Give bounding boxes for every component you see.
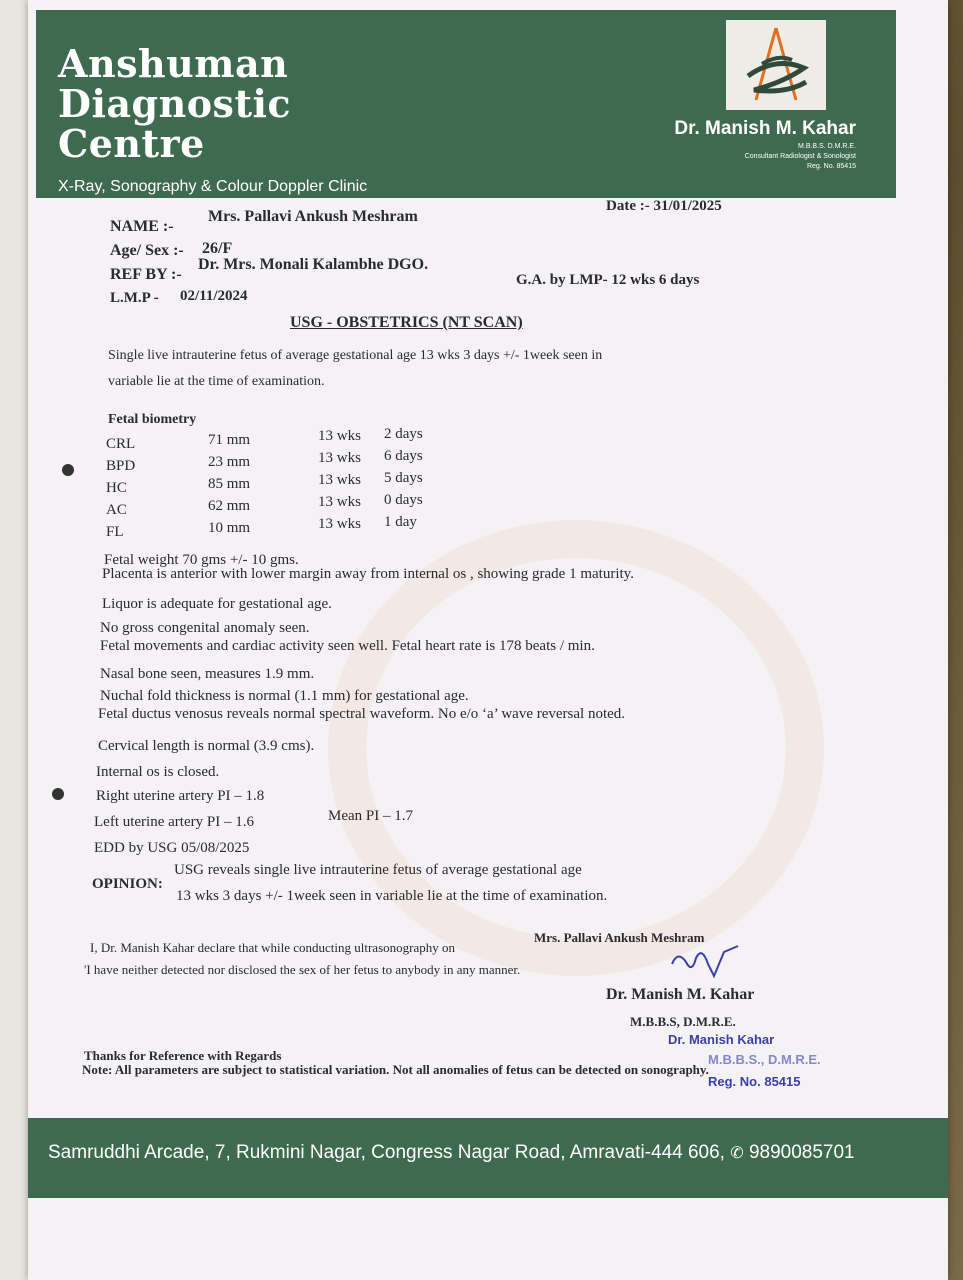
biometry-param: HC	[106, 480, 127, 496]
finding-line: Nuchal fold thickness is normal (1.1 mm) for gestational age.	[100, 688, 469, 704]
biometry-heading: Fetal biometry	[108, 412, 197, 427]
finding-line: Internal os is closed.	[96, 764, 220, 780]
biometry-weeks: 13 wks	[318, 472, 361, 488]
opinion-line-1: USG reveals single live intrauterine fetus of average gestational age	[174, 862, 582, 878]
clinic-phone: 9890085701	[748, 1142, 855, 1163]
lmp-value: 02/11/2024	[180, 288, 248, 304]
declaration-patient-name: Mrs. Pallavi Ankush Meshram	[534, 930, 705, 945]
biometry-weeks: 13 wks	[318, 428, 361, 444]
clinic-address: Samruddhi Arcade, 7, Rukmini Nagar, Congress Nagar Road, Amravati-444 606,	[48, 1142, 725, 1163]
doctor-name: Dr. Manish M. Kahar	[674, 118, 856, 139]
declaration-line-2: 'I have neither detected nor disclosed the sex of her fetus to anybody in any manner.	[84, 962, 521, 977]
signatory-name: Dr. Manish M. Kahar	[606, 986, 755, 1003]
biometry-value: 71 mm	[208, 432, 251, 448]
biometry-weeks: 13 wks	[318, 494, 361, 510]
biometry-param: FL	[106, 524, 124, 540]
biometry-days: 1 day	[384, 514, 417, 530]
finding-line: Fetal weight 70 gms +/- 10 gms.	[104, 552, 299, 568]
report-title: USG - OBSTETRICS (NT SCAN)	[290, 314, 523, 331]
clinic-name-line1: Anshuman	[58, 41, 289, 86]
biometry-weeks: 13 wks	[318, 516, 361, 532]
report-page	[28, 0, 948, 1280]
binder-ring-hole	[52, 788, 64, 800]
doctor-role: Consultant Radiologist & Sonologist	[744, 153, 856, 160]
finding-line: Cervical length is normal (3.9 cms).	[98, 738, 315, 754]
biometry-param: BPD	[106, 458, 136, 474]
mean-pi: Mean PI – 1.7	[328, 808, 413, 824]
age-sex-label: Age/ Sex :-	[110, 242, 184, 259]
name-label: NAME :-	[110, 218, 174, 235]
finding-line: Liquor is adequate for gestational age.	[102, 596, 332, 612]
finding-line: Fetal ductus venosus reveals normal spectral waveform. No e/o ‘a’ wave reversal noted.	[98, 706, 626, 722]
ref-by-value: Dr. Mrs. Monali Kalambhe DGO.	[198, 256, 429, 273]
declaration-line-1: I, Dr. Manish Kahar declare that while conducting ultrasonography on	[90, 940, 455, 955]
finding-line: Right uterine artery PI – 1.8	[96, 788, 265, 804]
biometry-value: 62 mm	[208, 498, 251, 514]
patient-name: Mrs. Pallavi Ankush Meshram	[208, 208, 418, 225]
binder-ring-hole	[62, 464, 74, 476]
biometry-value: 10 mm	[208, 520, 251, 536]
biometry-param: AC	[106, 502, 127, 518]
signatory-qualification: M.B.B.S, D.M.R.E.	[630, 1014, 736, 1029]
finding-line: Nasal bone seen, measures 1.9 mm.	[100, 666, 315, 682]
opinion-label: OPINION:	[92, 876, 163, 892]
signature-scribble	[668, 944, 788, 984]
finding-line: No gross congenital anomaly seen.	[100, 620, 310, 636]
ga-by-lmp: G.A. by LMP- 12 wks 6 days	[516, 272, 700, 288]
intro-line-2: variable lie at the time of examination.	[108, 374, 325, 389]
doctor-qualification: M.B.B.S. D.M.R.E.	[798, 143, 856, 150]
thanks-line: Thanks for Reference with Regards	[84, 1048, 282, 1063]
letterhead-footer	[28, 1118, 948, 1198]
ref-by-label: REF BY :-	[110, 266, 182, 283]
clinic-tagline: X-Ray, Sonography & Colour Doppler Clinic	[58, 178, 368, 195]
biometry-days: 2 days	[384, 426, 423, 442]
biometry-days: 0 days	[384, 492, 423, 508]
report-body	[28, 0, 948, 1280]
doctor-reg-no: Reg. No. 85415	[806, 163, 856, 170]
phone-icon: ✆	[730, 1145, 744, 1162]
footer-contact	[48, 1142, 855, 1164]
age-sex-value: 26/F	[202, 240, 233, 257]
biometry-weeks: 13 wks	[318, 450, 361, 466]
lmp-label: L.M.P -	[110, 290, 159, 306]
finding-line: Left uterine artery PI – 1.6	[94, 814, 254, 830]
biometry-days: 5 days	[384, 470, 423, 486]
intro-line-1: Single live intrauterine fetus of average gestational age 13 wks 3 days +/- 1week seen in	[108, 348, 603, 363]
finding-line: Placenta is anterior with lower margin away from internal os , showing grade 1 maturity.	[102, 566, 634, 582]
opinion-line-2: 13 wks 3 days +/- 1week seen in variable lie at the time of examination.	[176, 888, 608, 904]
doctor-stamp-reg: Reg. No. 85415	[708, 1074, 801, 1089]
clinic-name-line2: Diagnostic	[58, 81, 292, 126]
report-date: Date :- 31/01/2025	[606, 198, 722, 214]
finding-line: EDD by USG 05/08/2025	[94, 840, 250, 856]
biometry-days: 6 days	[384, 448, 423, 464]
clinic-name-line3: Centre	[58, 121, 205, 166]
doctor-stamp-line-2: M.B.B.S., D.M.R.E.	[708, 1052, 821, 1067]
biometry-value: 85 mm	[208, 476, 251, 492]
doctor-stamp-line-1: Dr. Manish Kahar	[668, 1032, 775, 1047]
finding-line: Fetal movements and cardiac activity seen well. Fetal heart rate is 178 beats / min.	[100, 638, 595, 654]
note-line: Note: All parameters are subject to statistical variation. Not all anomalies of fetus can be detected on sonography.	[82, 1062, 709, 1077]
biometry-param: CRL	[106, 436, 136, 452]
biometry-value: 23 mm	[208, 454, 251, 470]
